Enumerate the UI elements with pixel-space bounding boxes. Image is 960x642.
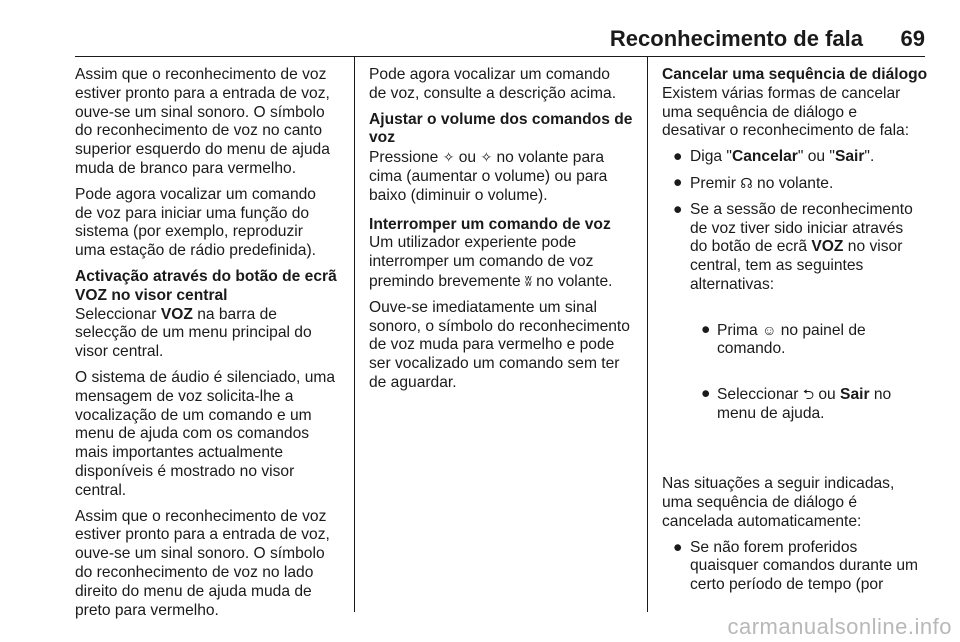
text: Prima: [717, 321, 763, 339]
volume-up-icon: ✧: [442, 149, 455, 166]
page-header: [75, 26, 925, 56]
text: Pressione: [369, 149, 443, 167]
bullet-icon: ●: [673, 538, 683, 556]
list-item: [662, 539, 930, 595]
text: Seleccionar: [717, 385, 803, 403]
list-item: [662, 148, 930, 167]
column-divider-2: [647, 57, 648, 612]
section-heading: Cancelar uma sequência de diálogo: [662, 66, 928, 83]
paragraph: Ouve-se imediatamente um sinal sonoro, o símbolo do reconhecimento de voz muda para vermelho e pode ser vocalizado um comando sem ter de aguardar.: [369, 298, 630, 391]
voice-command-icon: ʬ: [525, 272, 532, 289]
paragraph: O sistema de áudio é silenciado, uma mensagem de voz solicita-lhe a vocalização de um comando e um menu de ajuda com os comandos mais importantes actualmente disponíveis é mostrado no visor central.: [75, 368, 336, 499]
section-heading: Activação através do botão de ecrã VOZ no visor central: [75, 267, 337, 304]
text: no menu de ajuda.: [717, 385, 892, 422]
volume-down-icon: ✧: [480, 149, 493, 166]
command-sair: Sair: [840, 385, 870, 403]
paragraph: Pode agora vocalizar um comando de voz para iniciar uma função do sistema (por exemplo, reproduzir uma estação de rádio predefinida).: [75, 185, 316, 260]
text: no volante.: [531, 272, 613, 290]
bullet-list: [662, 148, 930, 468]
section-heading: Ajustar o volume dos comandos de voz: [369, 110, 633, 147]
bullet-icon: ●: [673, 173, 683, 191]
text: Diga ": [690, 148, 732, 166]
paragraph: Existem várias formas de cancelar uma sequência de diálogo e desativar o reconhecimento de fala:: [662, 84, 910, 140]
paragraph: Assim que o reconhecimento de voz estiver pronto para a entrada de voz, ouve-se um sinal sonoro. O símbolo do reconhecimento de voz no lado direito do menu de ajuda muda de preto para vermelho.: [75, 507, 330, 619]
voz-button-label: VOZ: [160, 305, 193, 323]
paragraph: [369, 148, 641, 205]
command-sair: Sair: [834, 148, 865, 166]
page-number: 69: [900, 26, 925, 51]
column-2: [369, 66, 641, 400]
text: Premir: [690, 174, 741, 192]
paragraph: Nas situações a seguir indicadas, uma sequência de diálogo é cancelada automaticamente:: [662, 475, 895, 530]
bullet-icon: ●: [701, 320, 711, 338]
page-title: Reconhecimento de fala: [609, 26, 863, 51]
list-item: [690, 385, 930, 424]
list-item: [662, 201, 930, 468]
text: ".: [864, 148, 875, 166]
paragraph: [75, 306, 347, 362]
section-heading: Interromper um comando de voz: [369, 215, 611, 233]
text: no volante.: [752, 174, 834, 192]
column-1: [75, 66, 347, 627]
voice-panel-icon: ☺: [762, 321, 777, 338]
paragraph: Assim que o reconhecimento de voz estiver pronto para a entrada de voz, ouve-se um sinal sonoro. O símbolo do reconhecimento de voz no canto superior esquerdo do menu de ajuda muda de branco para vermelho.: [75, 66, 330, 177]
list-item: [662, 174, 930, 194]
bullet-list: [662, 539, 930, 595]
bullet-icon: ●: [673, 148, 683, 166]
list-item: [690, 321, 930, 360]
text: no visor central, tem as seguintes alternativas:: [690, 238, 903, 293]
sub-bullet-list: [690, 302, 930, 450]
back-arrow-icon: ⮌: [802, 385, 815, 402]
text: no volante para cima (aumentar o volume) ou para baixo (diminuir o volume).: [369, 149, 608, 204]
text: Seleccionar: [75, 305, 161, 323]
command-cancelar: Cancelar: [731, 148, 798, 166]
paragraph: [369, 234, 641, 291]
voz-button-label: VOZ: [811, 238, 844, 256]
bullet-icon: ●: [701, 384, 711, 402]
text: na barra de selecção de um menu principal do visor central.: [75, 305, 312, 361]
header-divider: [75, 56, 925, 57]
text: ou: [814, 385, 841, 403]
text: Se a sessão de reconhecimento de voz tiver sido iniciar através do botão de ecrã: [690, 200, 913, 256]
text: ou: [454, 149, 481, 167]
watermark: carmanualsonline.info: [727, 614, 952, 639]
bullet-icon: ●: [673, 200, 683, 218]
text: no painel de comando.: [717, 321, 866, 358]
text: Um utilizador experiente pode interromper um comando de voz premindo brevemente: [369, 234, 594, 290]
end-call-icon: ☊: [740, 174, 753, 191]
column-3: [662, 66, 930, 602]
text: Se não forem proferidos quaisquer comandos durante um certo período de tempo (por: [690, 538, 918, 594]
paragraph: Pode agora vocalizar um comando de voz, consulte a descrição acima.: [369, 66, 617, 102]
text: " ou ": [797, 148, 835, 166]
column-divider-1: [354, 57, 355, 612]
